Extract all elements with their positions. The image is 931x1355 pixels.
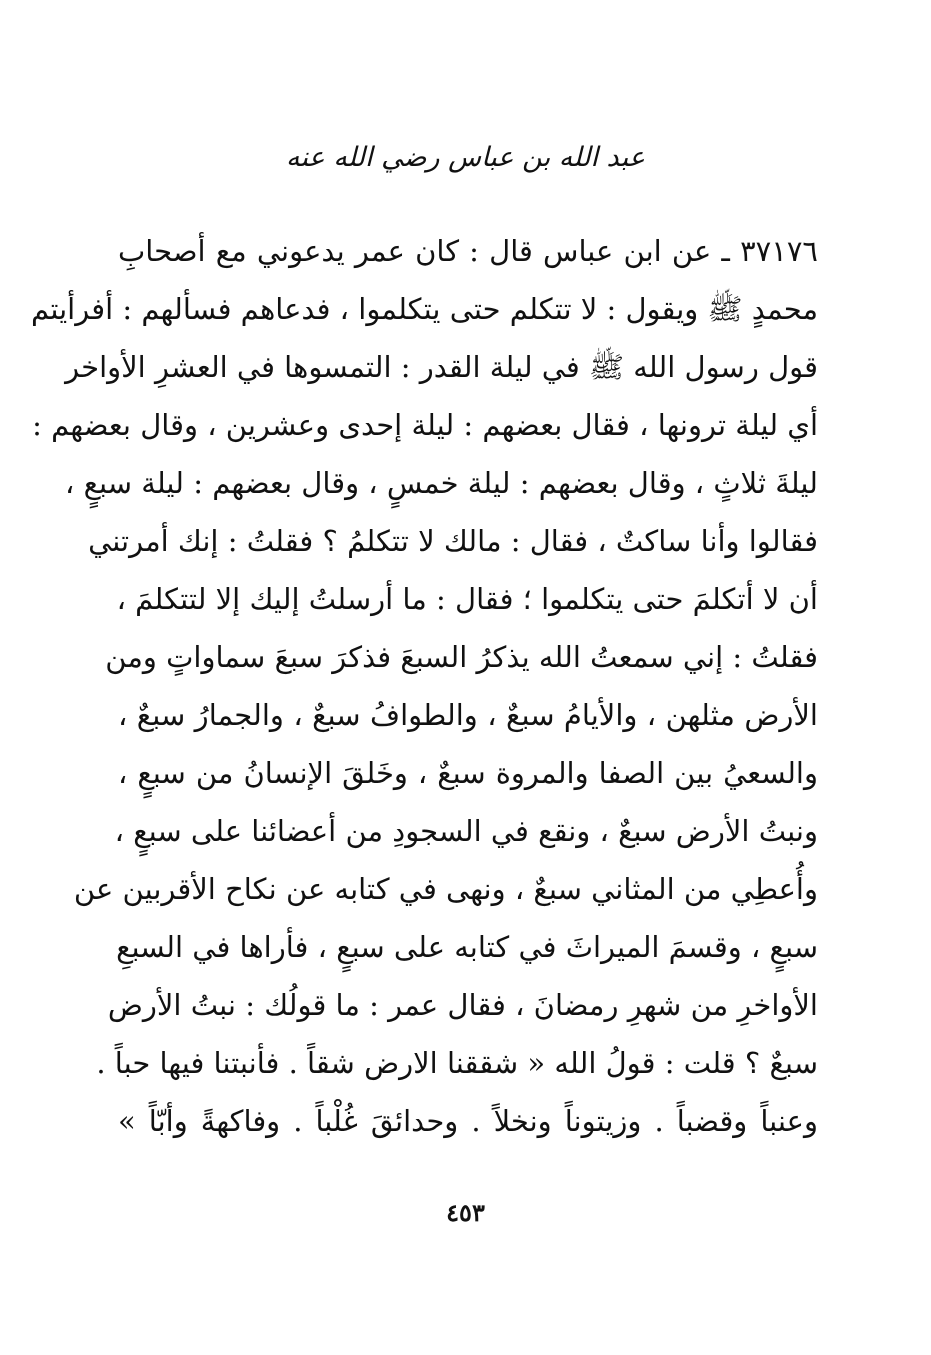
text-line: قول رسول الله ﷺ في ليلة القدر : التمسوها في العشرِ الأواخر (65, 350, 818, 384)
text-line: ٣٧١٧٦ ـ عن ابن عباس قال : كان عمر يدعوني مع أصحابِ (118, 234, 818, 268)
text-line: الأواخرِ من شهرِ رمضانَ ، فقال عمر : ما قولُك : نبتُ الأرض (107, 988, 818, 1022)
text-line: أن لا أتكلمَ حتى يتكلموا ؛ فقال : ما أرسلتُ إليك إلا لتتكلمَ ، (116, 582, 818, 616)
text-line: سبعٌ ؟ قلت : قولُ الله « شققنا الارض شقاً . فأنبتنا فيها حباً . (96, 1046, 818, 1080)
text-line: سبعٍ ، وقسمَ الميراثَ في كتابه على سبعٍ ، فأراها في السبعِ (116, 930, 818, 964)
running-header: عبد الله بن عباس رضي الله عنه (286, 142, 645, 173)
text-line: وأُعطِي من المثاني سبعٌ ، ونهى في كتابه عن نكاح الأقربين عن (73, 872, 818, 906)
text-line: فقلتُ : إني سمعتُ الله يذكرُ السبعَ فذكرَ سبعَ سماواتٍ ومن (105, 640, 818, 674)
text-line: ونبتُ الأرض سبعٌ ، ونقع في السجودِ من أعضائنا على سبعٍ ، (114, 814, 818, 848)
text-line: أي ليلة ترونها ، فقال بعضهم : ليلة إحدى وعشرين ، وقال بعضهم : (32, 408, 818, 442)
text-line: والسعيُ بين الصفا والمروة سبعٌ ، وخَلقَ الإنسانُ من سبعٍ ، (118, 756, 818, 790)
text-line: فقالوا وأنا ساكتٌ ، فقال : مالك لا تتكلمُ ؟ فقلتُ : إنك أمرتني (88, 524, 818, 558)
text-line: ليلةَ ثلاثٍ ، وقال بعضهم : ليلة خمسٍ ، وقال بعضهم : ليلة سبعٍ ، (64, 466, 818, 500)
text-line: محمدٍ ﷺ ويقول : لا تتكلم حتى يتكلموا ، فدعاهم فسألهم : أفرأيتم (31, 292, 818, 326)
body-text (31, 222, 818, 1150)
text-line: وعنباً وقضباً . وزيتوناً ونخلاً . وحدائقَ غُلْباً . وفاكهةً وأبّاً » (118, 1104, 818, 1138)
text-line: الأرض مثلهن ، والأيامُ سبعٌ ، والطوافُ سبعٌ ، والجمارُ سبعٌ ، (118, 698, 818, 732)
page-number: ٤٥٣ (446, 1198, 485, 1227)
